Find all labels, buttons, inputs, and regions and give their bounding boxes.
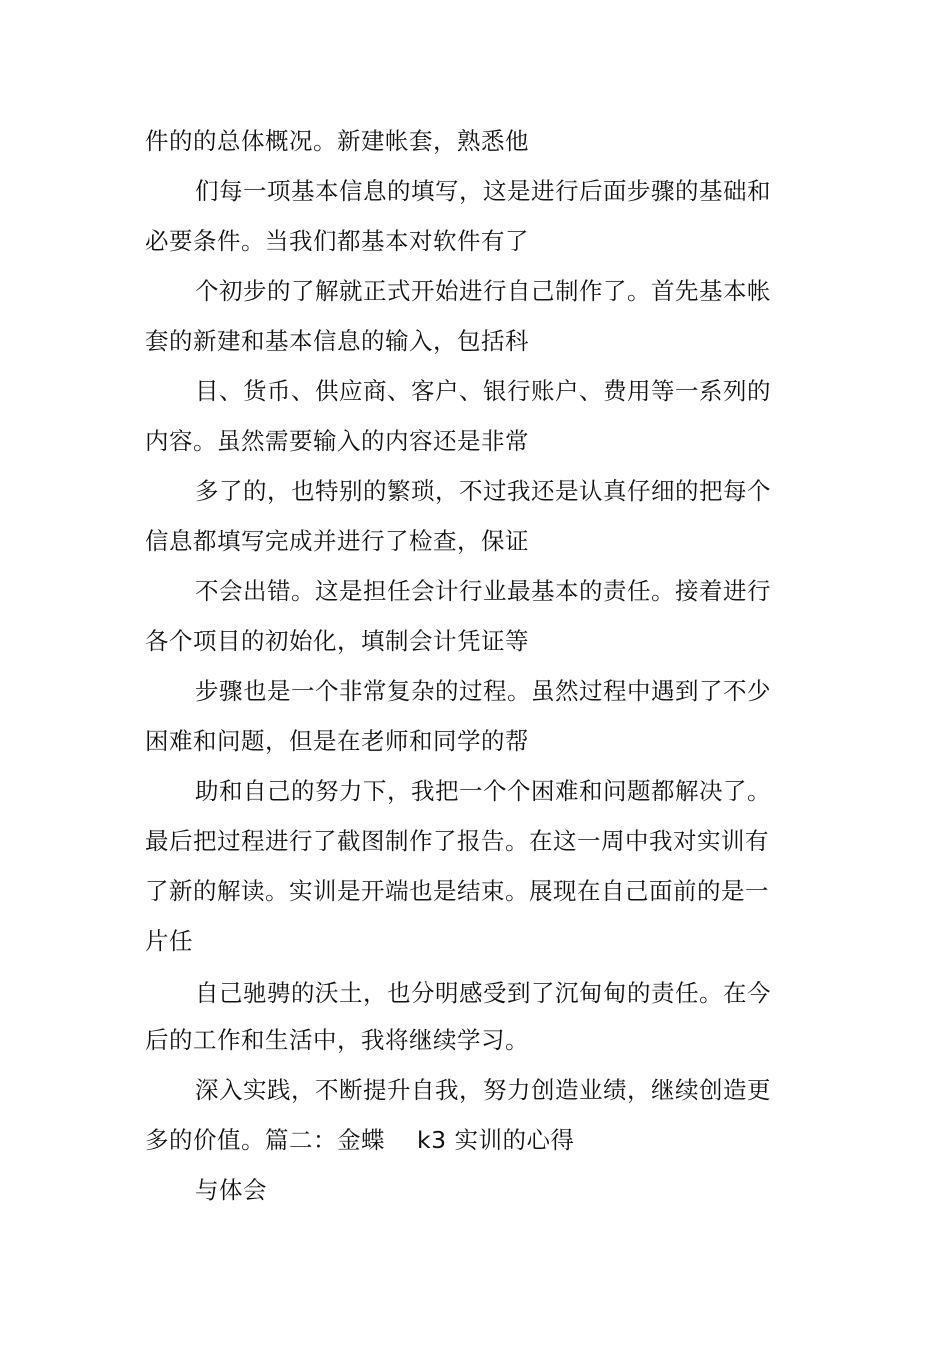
text-line: 困难和问题，但是在老师和同学的帮	[145, 727, 529, 755]
text-line: 件的的总体概况。新建帐套，熟悉他	[145, 127, 529, 155]
text-line: 后的工作和生活中，我将继续学习。	[145, 1026, 529, 1054]
text-line: 个初步的了解就正式开始进行自己制作了。首先基本帐	[195, 277, 771, 305]
text-line: 最后把过程进行了截图制作了报告。在这一周中我对实训有	[145, 827, 769, 855]
text-line: 片任	[145, 927, 193, 955]
text-line: 内容。虽然需要输入的内容还是非常	[145, 427, 529, 455]
text-line: 们每一项基本信息的填写，这是进行后面步骤的基础和	[195, 177, 771, 205]
text-line: 步骤也是一个非常复杂的过程。虽然过程中遇到了不少	[195, 677, 771, 705]
text-line: 各个项目的初始化，填制会计凭证等	[145, 627, 529, 655]
text-line: 助和自己的努力下，我把一个个困难和问题都解决了。	[195, 777, 771, 805]
text-line: 必要条件。当我们都基本对软件有了	[145, 227, 529, 255]
text-line: 多了的，也特别的繁琐，不过我还是认真仔细的把每个	[195, 477, 771, 505]
text-line: 套的新建和基本信息的输入，包括科	[145, 327, 529, 355]
text-line: 深入实践，不断提升自我，努力创造业绩，继续创造更	[195, 1076, 771, 1104]
text-line: 目、货币、供应商、客户、银行账户、费用等一系列的	[195, 377, 771, 405]
text-line: 与体会	[195, 1176, 267, 1204]
text-line: 信息都填写完成并进行了检查，保证	[145, 527, 529, 555]
text-line: 自己驰骋的沃土，也分明感受到了沉甸甸的责任。在今	[195, 979, 771, 1007]
text-line: 了新的解读。实训是开端也是结束。展现在自己面前的是一	[145, 877, 769, 905]
text-line: 多的价值。篇二：金蝶 k3 实训的心得	[145, 1126, 575, 1154]
text-line: 不会出错。这是担任会计行业最基本的责任。接着进行	[195, 577, 771, 605]
